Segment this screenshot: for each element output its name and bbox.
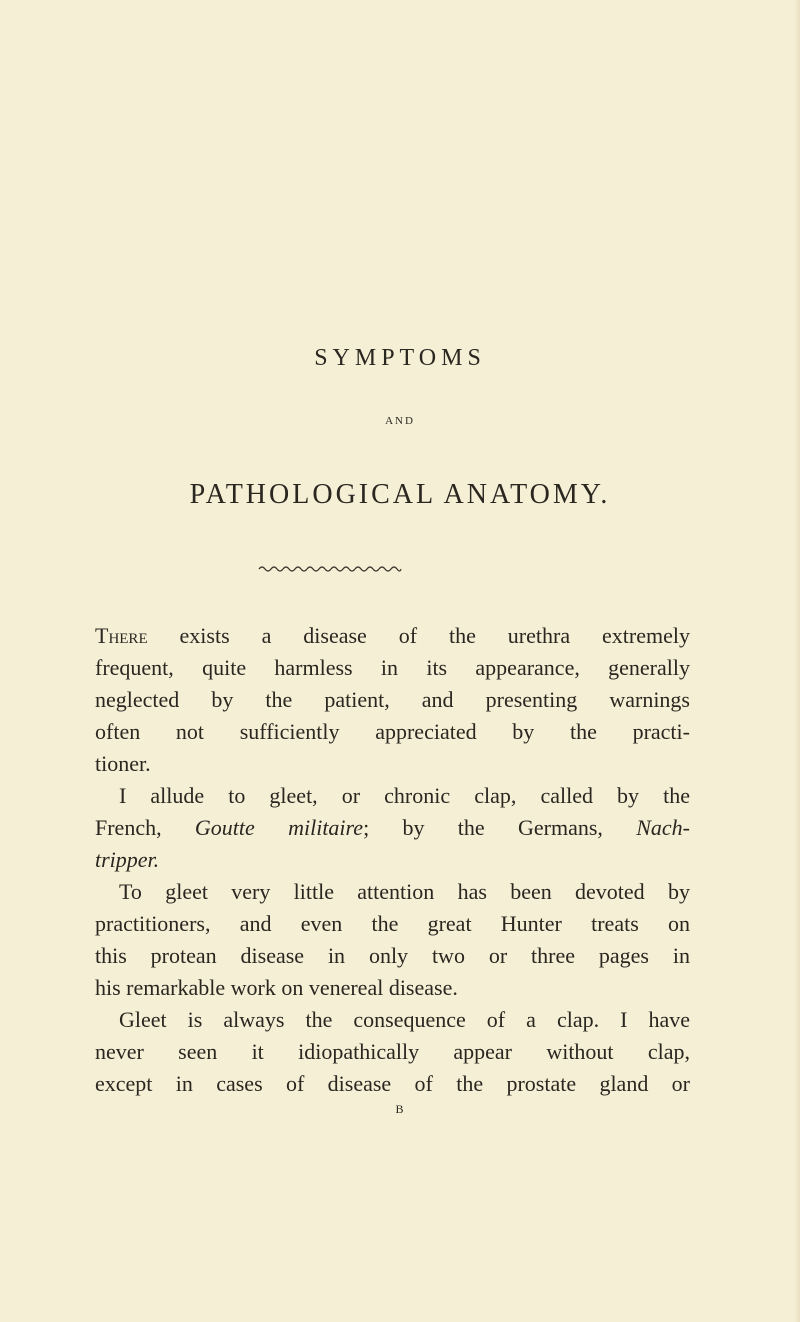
text-line: except in cases of disease of the prostate gland or xyxy=(95,1071,690,1096)
text-line: never seen it idiopathically appear without clap, xyxy=(95,1039,690,1064)
chapter-title-conjunction: AND xyxy=(385,415,415,427)
text-run: French, xyxy=(95,815,195,840)
text-line: often not sufficiently appreciated by the practi- xyxy=(95,719,690,744)
italic-term: Goutte militaire xyxy=(194,815,364,840)
text-line: his remarkable work on venereal disease. xyxy=(95,975,458,1000)
text-line: Gleet is always the consequence of a clap. I have xyxy=(119,1007,690,1032)
text-run: exists a disease of the urethra extremely xyxy=(147,623,690,648)
text-line: this protean disease in only two or three pages in xyxy=(95,943,690,968)
text-run: ; by the Germans, xyxy=(363,815,637,840)
opening-word: There xyxy=(95,623,148,648)
italic-term: Nach- xyxy=(636,815,690,840)
text-line xyxy=(95,623,690,649)
text-line xyxy=(95,815,690,841)
text-line: To gleet very little attention has been devoted by xyxy=(119,879,690,904)
text-line: I allude to gleet, or chronic clap, called by the xyxy=(119,783,690,808)
chapter-title: SYMPTOMS xyxy=(314,345,486,371)
text-line: tioner. xyxy=(95,751,151,776)
text-line: neglected by the patient, and presenting warnings xyxy=(95,687,690,712)
wavy-rule-ornament xyxy=(257,563,403,575)
text-line: frequent, quite harmless in its appearance, generally xyxy=(95,655,690,680)
text-line: tripper. xyxy=(95,847,160,872)
text-line: practitioners, and even the great Hunter treats on xyxy=(95,911,690,936)
page-edge-shadow xyxy=(794,0,800,1322)
signature-mark: B xyxy=(395,1102,405,1116)
chapter-subtitle: PATHOLOGICAL ANATOMY. xyxy=(189,479,611,510)
